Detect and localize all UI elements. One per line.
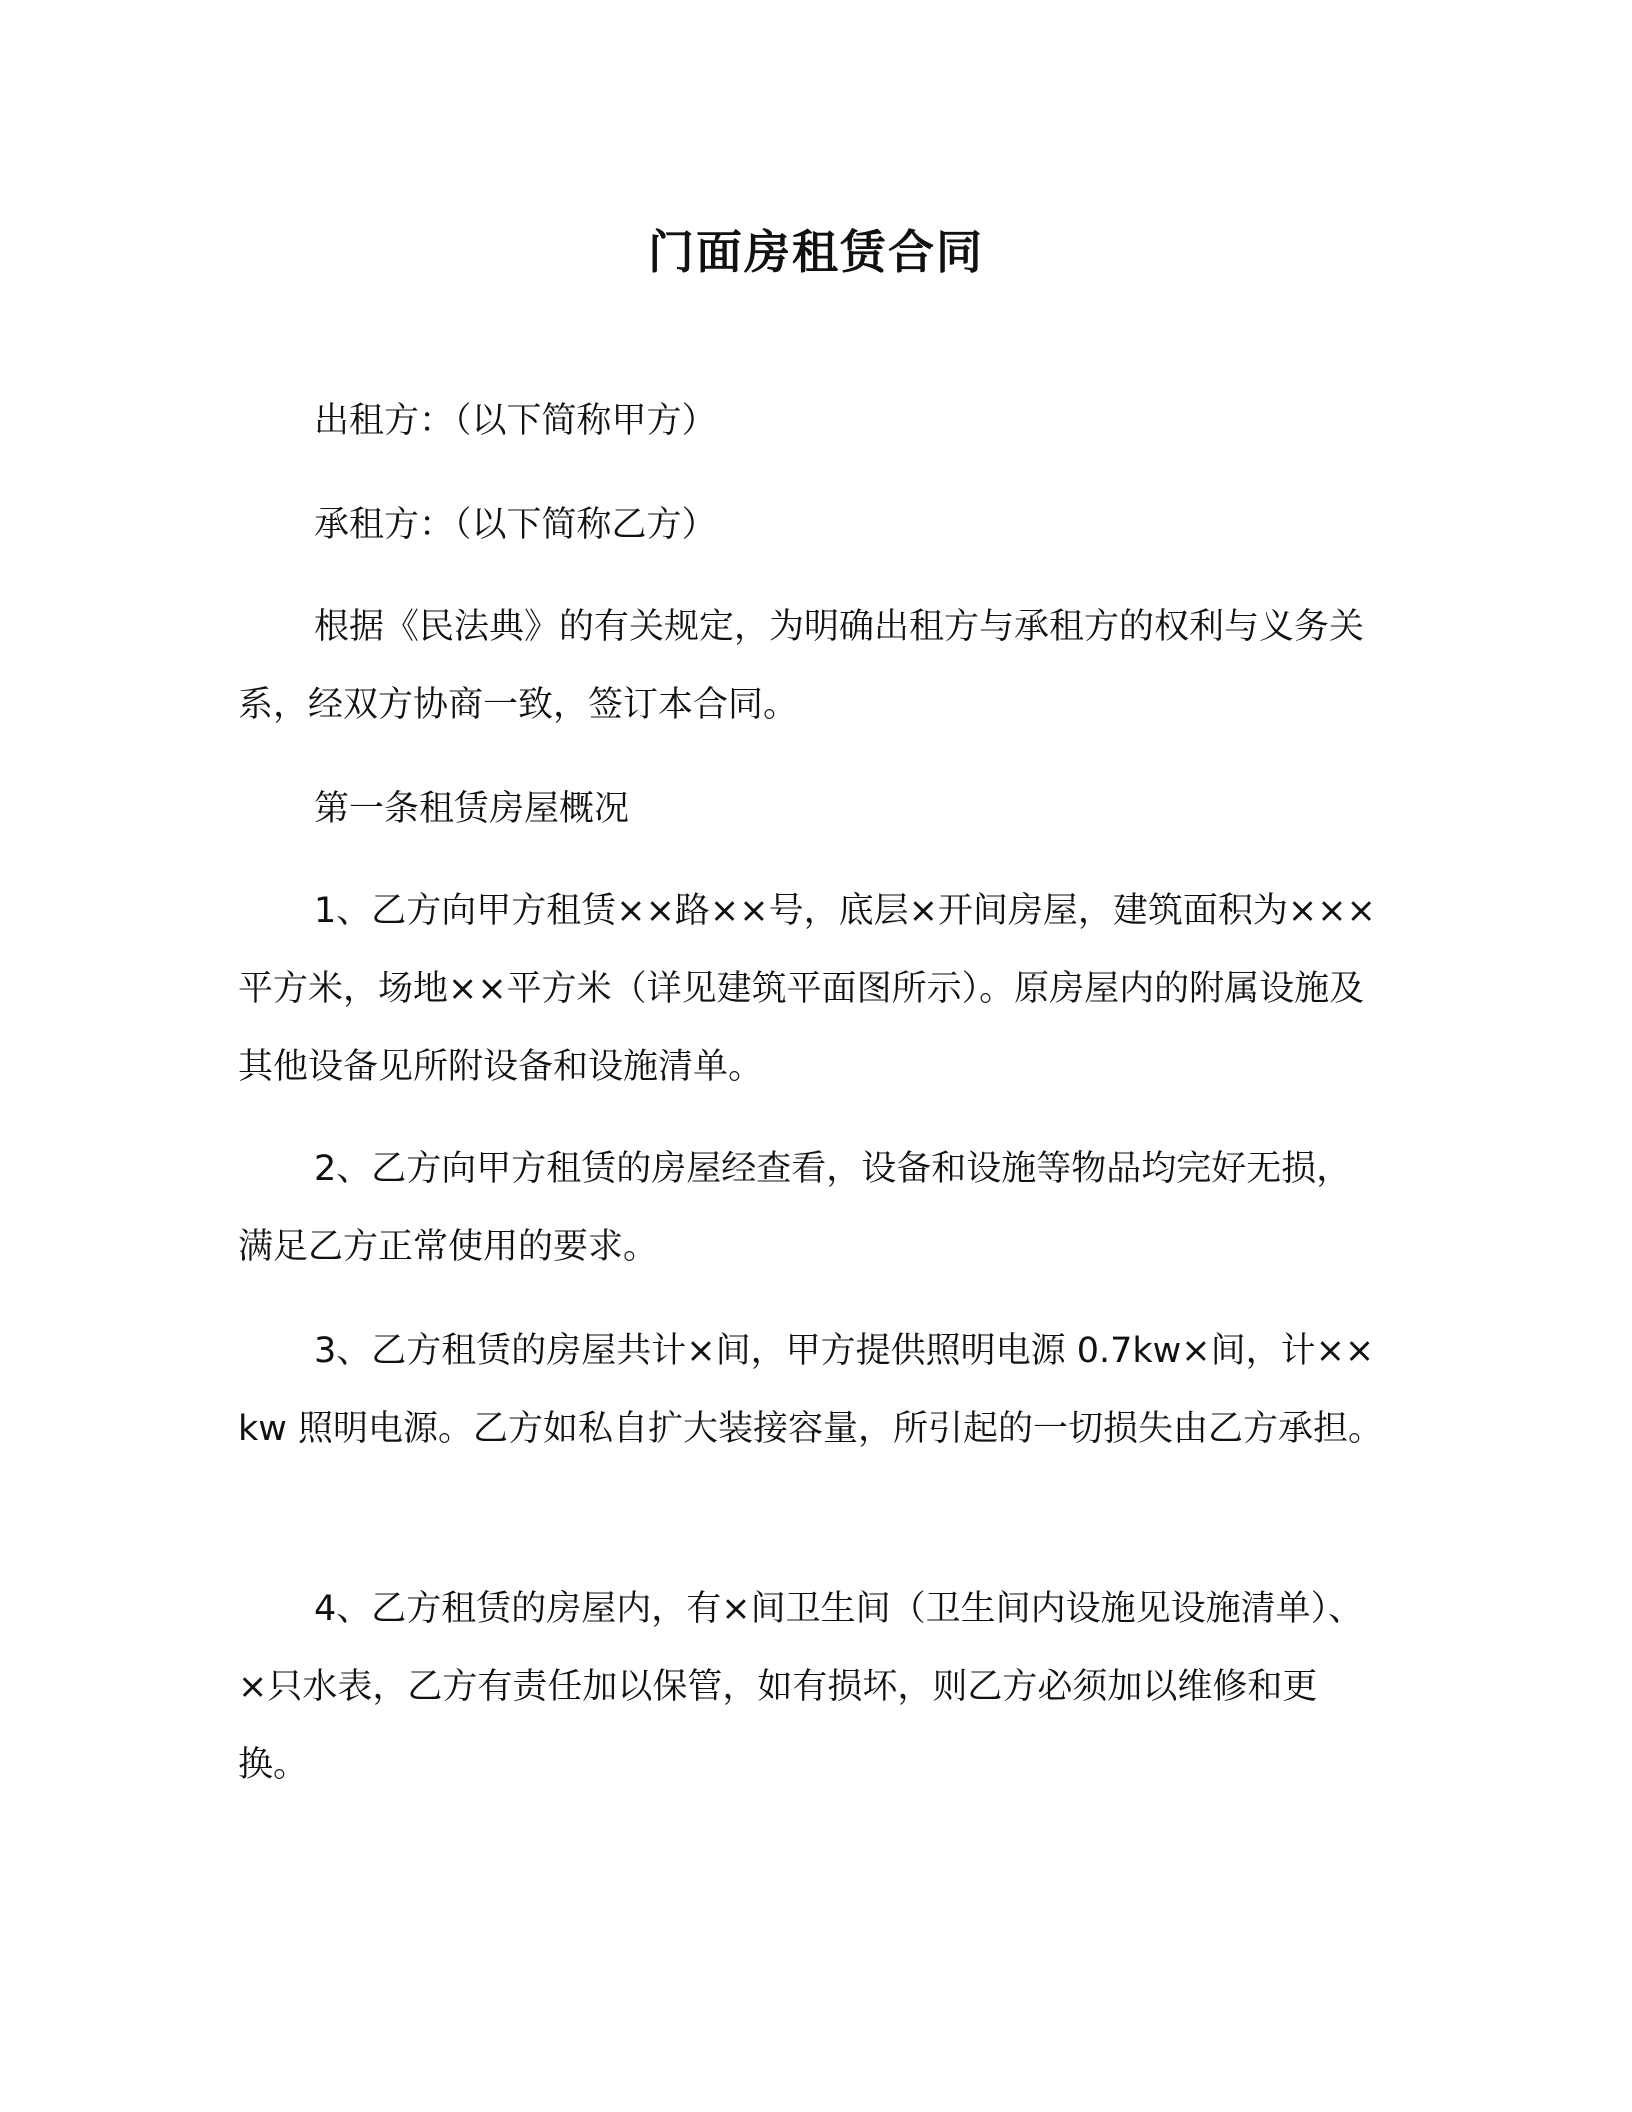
clause-2: 2、乙方向甲方租赁的房屋经查看，设备和设施等物品均完好无损，满足乙方正常使用的要求。 (238, 1149, 1352, 1267)
clause-4: 4、乙方租赁的房屋内，有×间卫生间（卫生间内设施见设施清单）、×只水表，乙方有责任加以保管，如有损坏，则乙方必须加以维修和更换。 (238, 1589, 1364, 1785)
clause-1: 1、乙方向甲方租赁××路××号，底层×开间房屋，建筑面积为×××平方米，场地××平方米（详见建筑平面图所示）。原房屋内的附属设施及其他设备见所附设备和设施清单。 (238, 891, 1376, 1087)
clause-3: 3、乙方租赁的房屋共计×间，甲方提供照明电源 0.7kw×间，计××kw 照明电源。乙方如私自扩大装接容量，所引起的一切损失由乙方承担。 (238, 1331, 1384, 1449)
document-title: 门面房租赁合同 (648, 225, 984, 279)
article1-heading: 第一条租赁房屋概况 (314, 789, 630, 829)
preamble-paragraph: 根据《民法典》的有关规定，为明确出租方与承租方的权利与义务关系，经双方协商一致，签订本合同。 (238, 607, 1365, 725)
lessee-line: 承租方：（以下简称乙方） (314, 505, 717, 545)
lessor-line: 出租方：（以下简称甲方） (314, 401, 717, 441)
